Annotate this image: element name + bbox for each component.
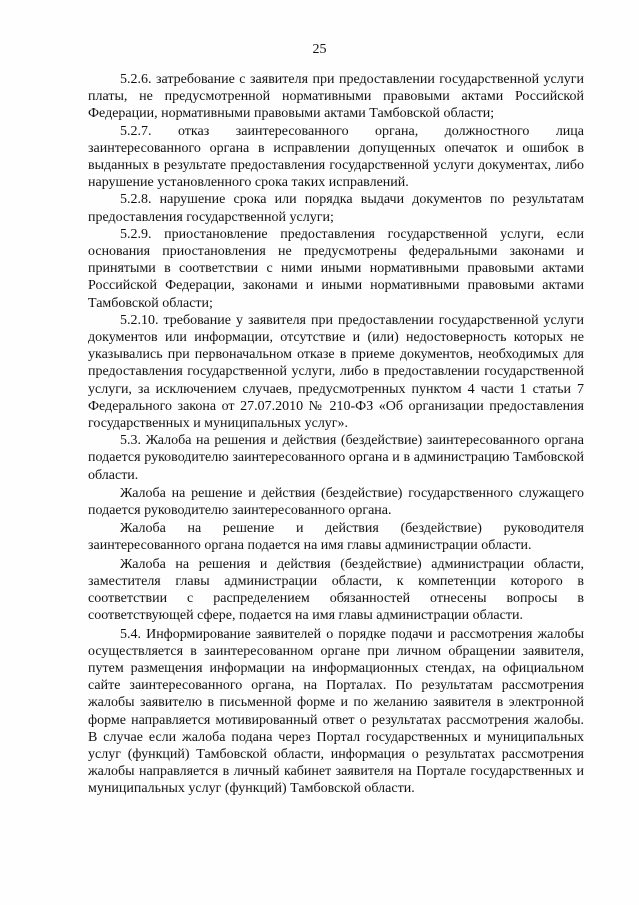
paragraph-5-2-7: 5.2.7. отказ заинтересованного органа, должностного лица заинтересованного органа в исправлении допущенных опечаток и ошибок в выданных в результате предоставления государственной услуги документах, либо нарушение установленного срока таких исправлений. (88, 123, 584, 191)
paragraph-5-4: 5.4. Информирование заявителей о порядке подачи и рассмотрения жалобы осуществляется в заинтересованном органе при личном обращении заявителя, путем размещения информации на информационных стендах, на официальном сайте заинтересованного органа, на Порталах. По результатам рассмотрения жалобы заявителю в письменной форме и по желанию заявителя в электронной форме направляется мотивированный ответ о результатах рассмотрения жалобы. В случае если жалоба подана через Портал государственных и муниципальных услуг (функций) Тамбовской области, информация о результатах рассмотрения жалобы направляется в личный кабинет заявителя на Портале государственных и муниципальных услуг (функций) Тамбовской области. (88, 626, 584, 797)
paragraph-5-3: 5.3. Жалоба на решения и действия (бездействие) заинтересованного органа подается руководителю заинтересованного органа и в администрацию Тамбовской области. (88, 433, 584, 483)
paragraph-complaint-administration: Жалоба на решения и действия (бездействие) администрации области, заместителя главы администрации области, к компетенции которого в соответствии с распределением обязанностей отнесены вопросы в соответствующей сфере, подается на имя главы администрации области. (88, 556, 584, 624)
paragraph-complaint-head: Жалоба на решение и действия (бездействие) руководителя заинтересованного органа подается на имя главы администрации области. (88, 521, 584, 554)
paragraph-5-2-10: 5.2.10. требование у заявителя при предоставлении государственной услуги документов или информации, отсутствие и (или) недостоверность которых не указывались при первоначальном отказе в приеме документов, необходимых для предоставления государственной услуги, либо в предоставлении государственной услуги, за исключением случаев, предусмотренных пунктом 4 части 1 статьи 7 Федерального закона от 27.07.2010 № 210-ФЗ «Об организации предоставления государственных и муниципальных услуг». (88, 312, 584, 432)
paragraph-5-2-9: 5.2.9. приостановление предоставления государственной услуги, если основания приостановления не предусмотрены федеральными законами и принятыми в соответствии с ними иными нормативными правовыми актами Российской Федерации, законами и иными нормативными правовыми актами Тамбовской области; (88, 226, 584, 311)
page-number: 25 (312, 42, 327, 57)
document-body (88, 71, 584, 798)
paragraph-5-2-8: 5.2.8. нарушение срока или порядка выдачи документов по результатам предоставления государственной услуги; (88, 192, 584, 225)
paragraph-5-2-6: 5.2.6. затребование с заявителя при предоставлении государственной услуги платы, не предусмотренной нормативными правовыми актами Российской Федерации, нормативными правовыми актами Тамбовской области; (88, 72, 584, 122)
paragraph-complaint-servant: Жалоба на решение и действия (бездействие) государственного служащего подается руководителю заинтересованного органа. (88, 485, 584, 519)
